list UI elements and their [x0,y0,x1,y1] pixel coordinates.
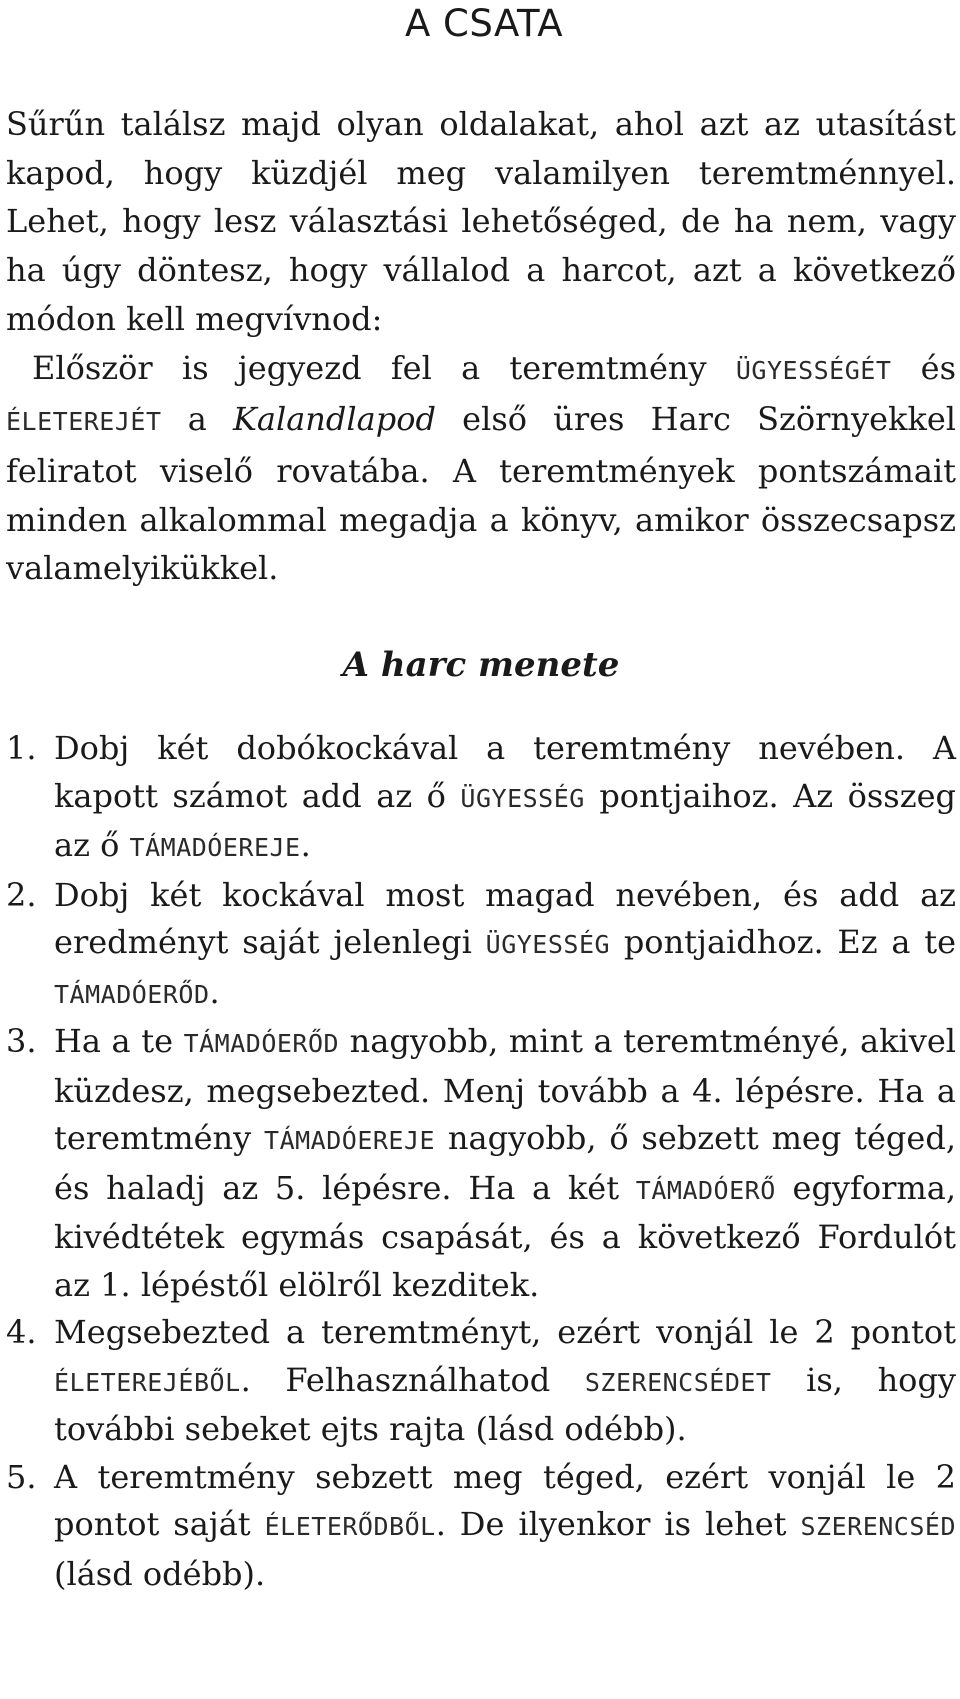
intro-text-d: első üres Harc Szörnyekkel feliratot viselő rovatába. A teremtmények pontszámait minden alkalommal megadja a könyv, amikor összecsapsz valamelyikükkel. [6,400,956,588]
step-text: nagyobb, mint a teremtményé, akivel küzdesz, megsebezted. Menj tovább a 4. lépésre. Ha a teremtmény [54,1022,957,1158]
step-text: Ha a te [54,1022,184,1061]
intro-paragraph-2 [6,344,956,594]
step-text: pontjaidhoz. Ez a te [610,923,957,962]
step-number: 4. [6,1313,37,1352]
step-item-2 [6,872,956,1019]
step-text: nagyobb, ő sebzett meg téged, és haladj az 5. lépésre. Ha a két [54,1119,957,1207]
term-luck: SZERENCSÉD [800,1512,957,1542]
intro-text-c: a [161,400,233,439]
term-skill: ÜGYESSÉGÉT [735,355,892,385]
term-attack-strength: TÁMADÓEREJE [264,1126,436,1156]
step-item-4 [6,1309,956,1454]
step-text: . [209,972,220,1011]
step-number: 1. [6,729,37,768]
step-text: Megsebezted a teremtményt, ezért vonjál le 2 pontot [54,1313,956,1352]
combat-steps-list [6,725,956,1598]
step-text: . Felhasználhatod [240,1360,585,1399]
intro-paragraph-1: Sűrűn találsz majd olyan oldalakat, ahol azt az utasítást kapod, hogy küzdjél meg valamilyen teremtménnyel. Lehet, hogy lesz választási lehetőséged, de ha nem, vagy ha úgy döntesz, hogy vállalod a harcot, azt a következő módon kell megvívnod: [6,105,956,338]
step-number: 5. [6,1457,37,1496]
step-item-5 [6,1454,956,1599]
term-skill: ÜGYESSÉG [485,930,611,960]
step-text: Dobj két dobókockával a teremtmény nevében. A kapott számot add az ő [54,729,956,815]
intro-text-a: Először is jegyezd fel a teremtmény [32,348,736,387]
step-item-1 [6,725,956,872]
step-number: 2. [6,875,37,914]
term-attack-strength: TÁMADÓERŐD [183,1029,340,1059]
step-text: . De ilyenkor is lehet [435,1505,801,1544]
step-text: pontjaihoz. Az összeg az ő [54,776,957,865]
term-luck: SZERENCSÉDET [584,1367,772,1397]
step-text: is, hogy további sebeket ejts rajta (lásd odébb). [54,1360,956,1449]
term-attack-strength: TÁMADÓERŐ [635,1175,776,1205]
step-item-3 [6,1018,956,1309]
page-title: A CSATA [404,2,564,45]
step-text: Dobj két kockával most magad nevében, és add az eredményt saját jelenlegi [54,875,956,962]
step-text: . [300,826,311,865]
step-text: A teremtmény sebzett meg téged, ezért vonjál le 2 pontot saját [54,1457,956,1544]
term-stamina: ÉLETEREJÉBŐL [54,1367,241,1397]
step-text: egyforma, kivédtétek egymás csapását, és a következő Fordulót az 1. lépéstől elölről kezditek. [54,1168,957,1304]
section-heading: A harc menete [342,645,620,686]
term-stamina: ÉLETERŐDBŐL [264,1512,436,1542]
term-attack-strength: TÁMADÓEREJE [129,833,301,863]
step-number: 3. [6,1022,37,1061]
step-text: (lásd odébb). [54,1554,266,1593]
intro-text-b: és [891,348,957,387]
term-attack-strength: TÁMADÓERŐD [54,979,210,1009]
term-stamina: ÉLETEREJÉT [6,407,162,437]
term-skill: ÜGYESSÉG [460,783,585,813]
document-page [6,0,956,1598]
adventure-sheet-term: Kalandlapod [233,400,436,439]
